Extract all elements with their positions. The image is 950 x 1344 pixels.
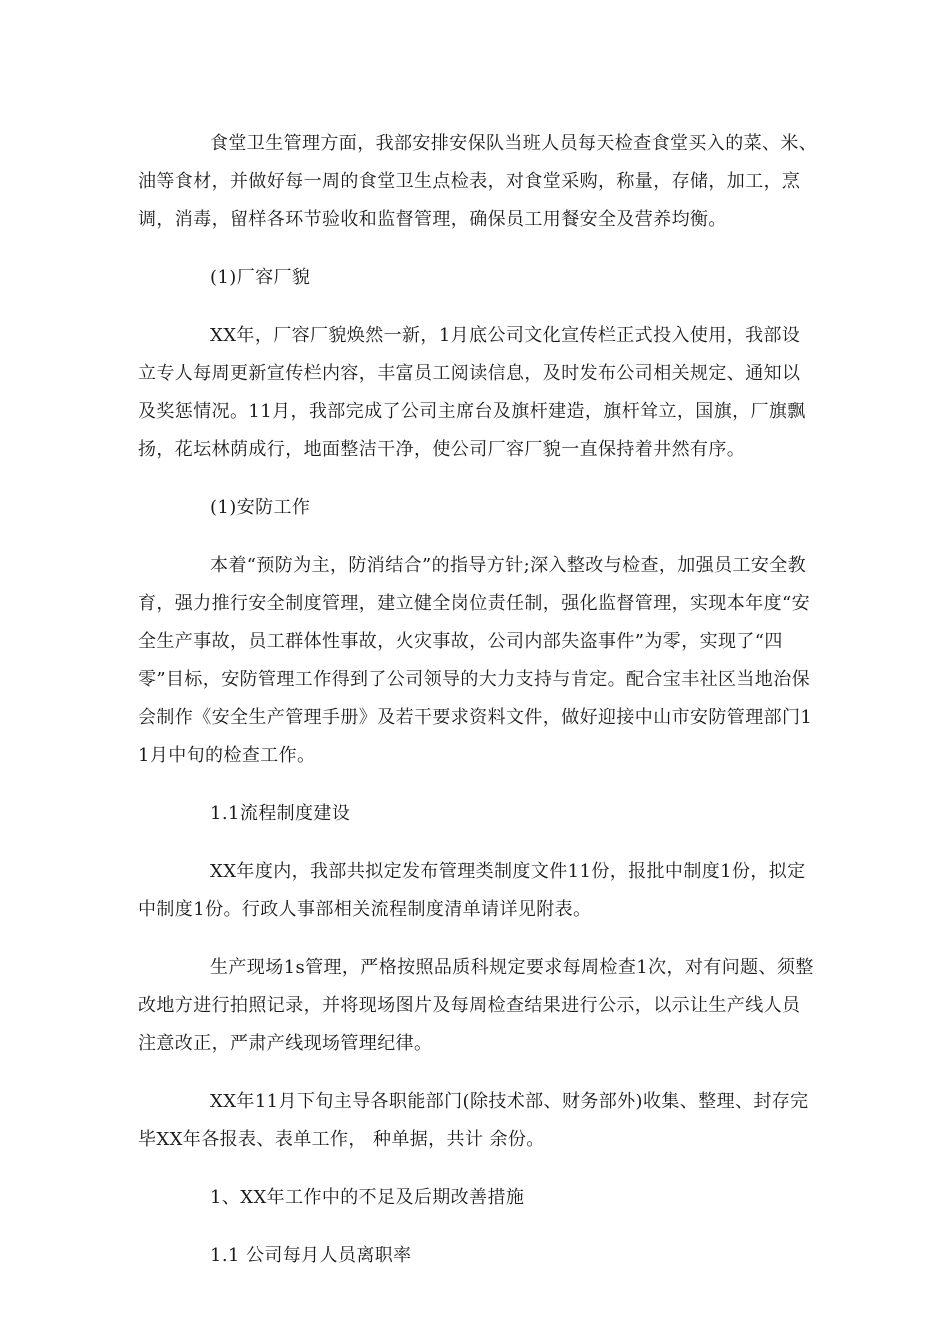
- heading-process-system: 1.1流程制度建设: [210, 803, 351, 824]
- heading-factory-appearance: (1)厂容厂貌: [210, 267, 311, 288]
- paragraph-process-system: XX年度内，我部共拟定发布管理类制度文件11份，报批中制度1份，拟定中制度1份。行政人事部相关流程制度清单请详见附表。: [138, 861, 806, 920]
- paragraph-factory-appearance: XX年，厂容厂貌焕然一新，1月底公司文化宣传栏正式投入使用，我部设立专人每周更新宣传栏内容，丰富员工阅读信息，及时发布公司相关规定、通知以及奖惩情况。11月，我部完成了公司主席台及旗杆建造，旗杆耸立，国旗，厂旗飘扬，花坛林荫成行，地面整洁干净，使公司厂容厂貌一直保持着井然有序。: [138, 325, 806, 460]
- paragraph-1s-management: 生产现场1s管理，严格按照品质科规定要求每周检查1次，对有问题、须整改地方进行拍照记录，并将现场图片及每周检查结果进行公示，以示让生产线人员注意改正，严肃产线现场管理纪律。: [138, 957, 814, 1054]
- heading-security-work: (1)安防工作: [210, 497, 311, 518]
- document-body: [138, 125, 818, 1295]
- paragraph-archiving: XX年11月下旬主导各职能部门(除技术部、财务部外)收集、整理、封存完毕XX年各报表、表单工作， 种单据，共计 余份。: [138, 1091, 809, 1150]
- paragraph-security-work: 本着“预防为主，防消结合”的指导方针;深入整改与检查，加强员工安全教育，强力推行安全制度管理，建立健全岗位责任制，强化监督管理，实现本年度“安全生产事故，员工群体性事故，火灾事故，公司内部失盗事件”为零，实现了“四零”目标，安防管理工作得到了公司领导的大力支持与肯定。配合宝丰社区当地治保会制作《安全生产管理手册》及若干要求资料文件，做好迎接中山市安防管理部门11月中旬的检查工作。: [138, 555, 813, 766]
- paragraph-canteen-hygiene: 食堂卫生管理方面，我部安排安保队当班人员每天检查食堂买入的菜、米、油等食材，并做好每一周的食堂卫生点检表，对食堂采购，称量，存储，加工，烹调，消毒，留样各环节验收和监督管理，确保员工用餐安全及营养均衡。: [138, 133, 818, 230]
- heading-shortcomings: 1、XX年工作中的不足及后期改善措施: [210, 1187, 525, 1208]
- heading-turnover-rate: 1.1 公司每月人员离职率: [210, 1245, 412, 1266]
